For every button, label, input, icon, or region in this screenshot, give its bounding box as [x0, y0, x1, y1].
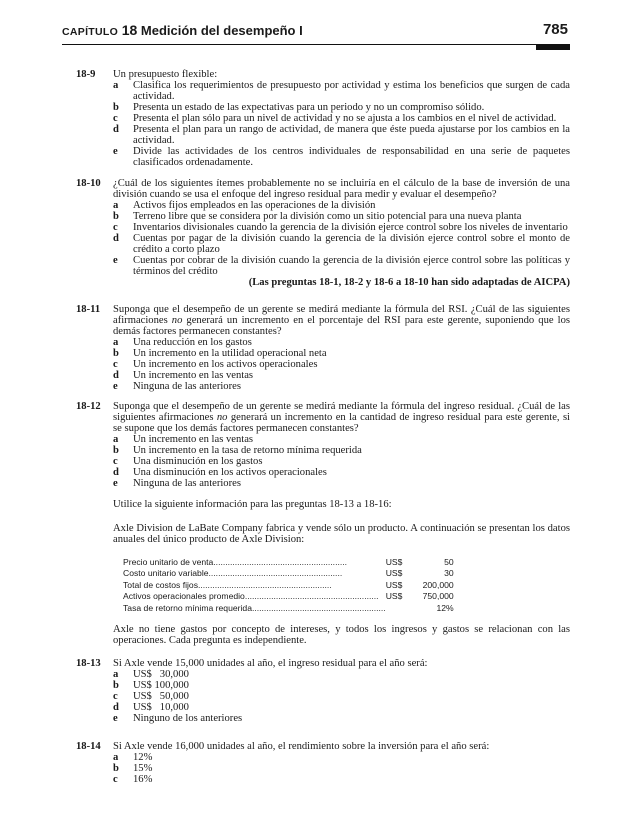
page-header [62, 22, 570, 40]
table-row: Activos operacionales promedio........................................................ US$ 750,000 [123, 591, 454, 602]
chapter-heading [62, 22, 303, 38]
question-number: 18-14 [76, 741, 101, 752]
company-description: Axle Division de LaBate Company fabrica y vende sólo un producto. A continuación se presentan los datos anuales del único producto de Axle Division: [113, 523, 570, 546]
chapter-title: Medición del desempeño I [140, 23, 303, 38]
header-rule [62, 44, 570, 45]
question-text: Si Axle vende 16,000 unidades al año, el rendimiento sobre la inversión para el año será: [113, 741, 490, 752]
chapter-number: 18 [121, 22, 138, 38]
table-row: Total de costos fijos........................................................ US$ 200,000 [123, 579, 454, 590]
use-info-text: Utilice la siguiente información para las preguntas 18-13 a 18-16: [113, 499, 392, 510]
thumb-tab [536, 44, 570, 50]
question-number: 18-9 [76, 69, 96, 80]
question-text: ¿Cuál de los siguientes ítemes probablemente no se incluiría en el cálculo de la base de inversión de una división cuando se usa el enfoque del ingreso residual para medir y evaluar el desempeño? [113, 178, 570, 201]
question-text: Suponga que el desempeño de un gerente se medirá mediante la fórmula del RSI. ¿Cuál de las siguientes afirmaciones no generará un incremento en el porcentaje del RSI para este gerente, suponiendo que los demás factores permanecen constantes? [113, 304, 570, 338]
table-row: Tasa de retorno mínima requerida........................................................ 12% [123, 602, 454, 613]
table-row: Precio unitario de venta........................................................ US$ 50 [123, 557, 454, 567]
question-number: 18-10 [76, 178, 101, 189]
question-number: 18-12 [76, 401, 101, 412]
product-data-table [123, 557, 454, 614]
source-note: (Las preguntas 18-1, 18-2 y 18-6 a 18-10 han sido adaptadas de AICPA) [248, 277, 570, 288]
table-row: Costo unitario variable........................................................ US$ 30 [123, 568, 454, 579]
question-text: Si Axle vende 15,000 unidades al año, el ingreso residual para el año será: [113, 658, 428, 669]
question-number: 18-11 [76, 304, 101, 315]
question-text: Un presupuesto flexible: [113, 69, 218, 80]
page-number: 785 [542, 21, 568, 38]
emphasis-no: no [171, 315, 183, 327]
question-number: 18-13 [76, 658, 101, 669]
chapter-label: CAPÍTULO [62, 26, 119, 38]
emphasis-no: no [216, 412, 228, 424]
operations-note: Axle no tiene gastos por concepto de intereses, y todos los ingresos y gastos se relacionan con las operaciones. Cada pregunta es independiente. [113, 624, 570, 647]
question-text: Suponga que el desempeño de un gerente se medirá mediante la fórmula del ingreso residual. ¿Cuál de las siguientes afirmaciones no generará un incremento en la cantidad de ingreso residual para este gerente, si se supone que los demás factores permanecen constantes? [113, 401, 571, 435]
